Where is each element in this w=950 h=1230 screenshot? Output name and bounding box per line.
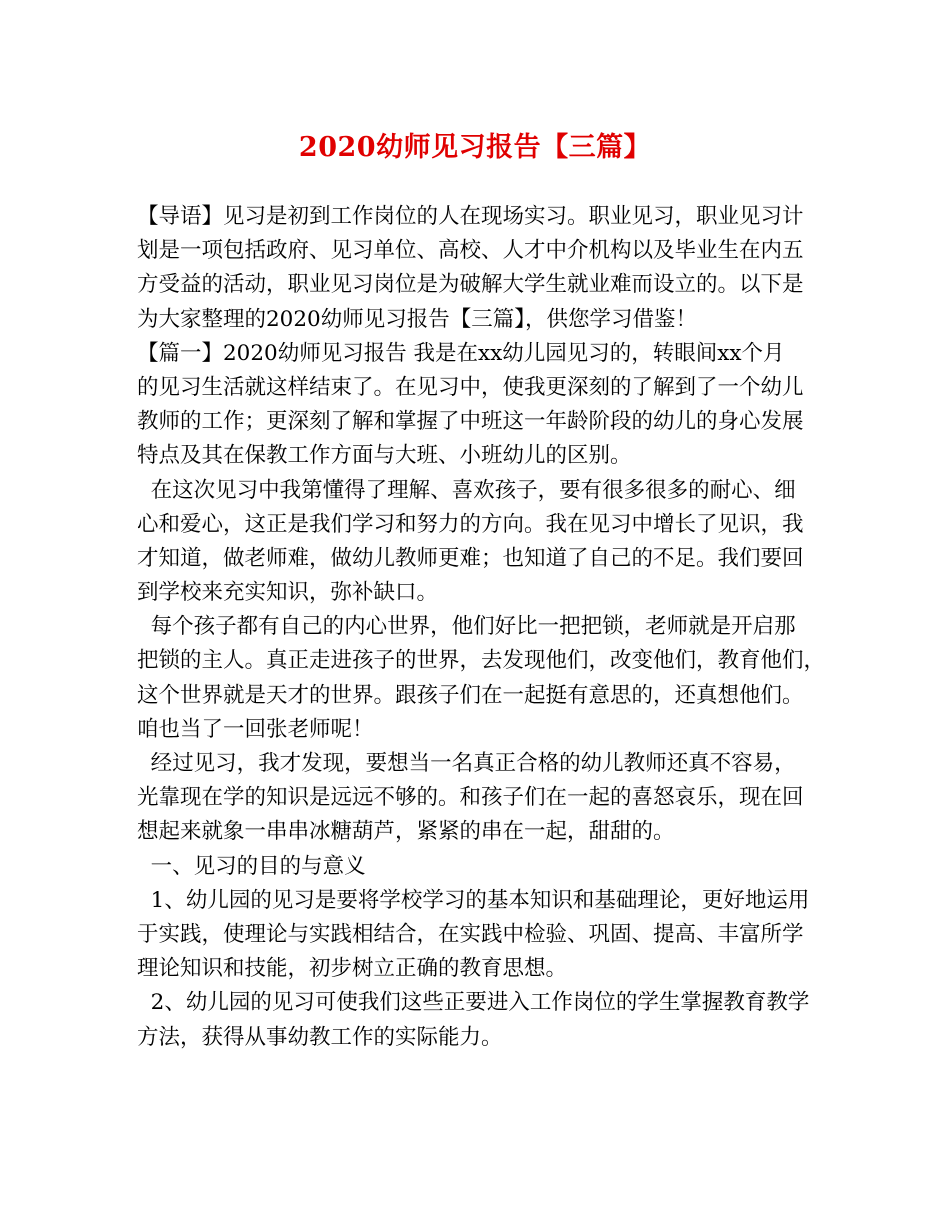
- text-line: 在这次见习中我第懂得了理解、喜欢孩子，要有很多很多的耐心、细: [137, 477, 796, 503]
- document-body: [137, 200, 827, 1055]
- text-line: 特点及其在保教工作方面与大班、小班幼儿的区别。: [137, 443, 632, 469]
- text-line: 于实践，使理论与实践相结合，在实践中检验、巩固、提高、丰富所学: [137, 921, 804, 947]
- text-line: 的见习生活就这样结束了。在见习中，使我更深刻的了解到了一个幼儿: [137, 374, 804, 400]
- text-line: 光靠现在学的知识是远远不够的。和孩子们在一起的喜怒哀乐，现在回: [137, 785, 804, 811]
- text-line: 一、见习的目的与意义: [137, 853, 366, 879]
- text-line: 方受益的活动，职业见习岗位是为破解大学生就业难而设立的。以下是: [137, 272, 804, 298]
- text-line: 【导语】见习是初到工作岗位的人在现场实习。职业见习，职业见习计: [137, 204, 804, 229]
- text-line: 【篇一】2020幼师见习报告 我是在xx幼儿园见习的，转眼间xx个月: [137, 340, 785, 366]
- text-line: 为大家整理的2020幼师见习报告【三篇】，供您学习借鉴！: [137, 306, 697, 332]
- text-line: 才知道，做老师难，做幼儿教师更难；也知道了自己的不足。我们要回: [137, 545, 804, 571]
- text-line: 咱也当了一回张老师呢！: [137, 716, 374, 742]
- text-line: 理论知识和技能，初步树立正确的教育思想。: [137, 956, 568, 982]
- document-title: 2020幼师见习报告【三篇】: [298, 132, 652, 163]
- text-line: 到学校来充实知识，弥补缺口。: [137, 580, 439, 606]
- text-line: 每个孩子都有自己的内心世界，他们好比一把把锁，老师就是开启那: [137, 614, 796, 640]
- text-line: 心和爱心，这正是我们学习和努力的方向。我在见习中增长了见识，我: [137, 511, 804, 537]
- text-line: 想起来就象一串串冰糖葫芦，紧紧的串在一起，甜甜的。: [137, 819, 675, 845]
- text-line: 方法，获得从事幼教工作的实际能力。: [137, 1024, 503, 1050]
- text-line: 1、幼儿园的见习是要将学校学习的基本知识和基础理论，更好地运用: [137, 887, 810, 913]
- text-line: 这个世界就是天才的世界。跟孩子们在一起挺有意思的，还真想他们。: [137, 682, 804, 708]
- text-line: 划是一项包括政府、见习单位、高校、人才中介机构以及毕业生在内五: [137, 238, 804, 264]
- text-line: 2、幼儿园的见习可使我们这些正要进入工作岗位的学生掌握教育教学: [137, 990, 810, 1016]
- text-line: 把锁的主人。真正走进孩子的世界，去发现他们，改变他们，教育他们，: [137, 648, 826, 674]
- text-line: 教师的工作；更深刻了解和掌握了中班这一年龄阶段的幼儿的身心发展: [137, 409, 804, 435]
- text-line: 经过见习，我才发现，要想当一名真正合格的幼儿教师还真不容易，: [137, 751, 796, 776]
